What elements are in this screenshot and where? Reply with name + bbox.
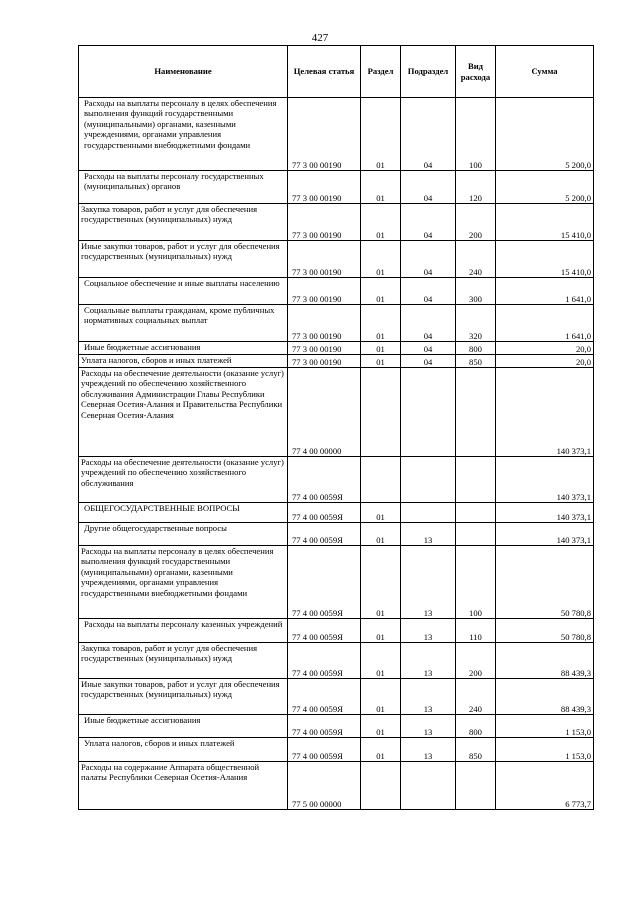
row-amount: 140 373,1 xyxy=(496,523,594,546)
row-subsection: 04 xyxy=(401,305,456,342)
row-target: 77 4 00 0059Я xyxy=(288,457,361,503)
row-target: 77 5 00 00000 xyxy=(288,762,361,810)
row-amount: 140 373,1 xyxy=(496,457,594,503)
row-section: 01 xyxy=(361,523,401,546)
row-amount: 88 439,3 xyxy=(496,643,594,679)
row-name: Социальное обеспечение и иные выплаты населению xyxy=(79,278,288,305)
header-target: Целевая статья xyxy=(288,46,361,98)
row-subsection xyxy=(401,457,456,503)
row-subsection: 04 xyxy=(401,241,456,278)
row-subsection: 04 xyxy=(401,342,456,355)
header-name: Наименование xyxy=(79,46,288,98)
row-amount: 1 641,0 xyxy=(496,305,594,342)
row-section xyxy=(361,368,401,457)
row-amount: 6 773,7 xyxy=(496,762,594,810)
row-section: 01 xyxy=(361,278,401,305)
row-target: 77 3 00 00190 xyxy=(288,241,361,278)
row-target: 77 4 00 0059Я xyxy=(288,523,361,546)
row-name: Расходы на обеспечение деятельности (оказание услуг) учреждений по обеспечению хозяйственного обслуживания xyxy=(79,457,288,503)
row-expense-type xyxy=(456,523,496,546)
row-name: Социальные выплаты гражданам, кроме публичных нормативных социальных выплат xyxy=(79,305,288,342)
table-row xyxy=(79,762,594,810)
row-expense-type: 320 xyxy=(456,305,496,342)
row-expense-type xyxy=(456,762,496,810)
row-name: Уплата налогов, сборов и иных платежей xyxy=(79,355,288,368)
row-expense-type: 850 xyxy=(456,355,496,368)
table-row xyxy=(79,546,594,619)
row-target: 77 4 00 0059Я xyxy=(288,715,361,738)
row-section: 01 xyxy=(361,241,401,278)
row-expense-type xyxy=(456,457,496,503)
table-row xyxy=(79,619,594,643)
row-section xyxy=(361,762,401,810)
page-number: 427 xyxy=(311,32,329,44)
header-amount: Сумма xyxy=(496,46,594,98)
header-subsection: Подраздел xyxy=(401,46,456,98)
row-amount: 15 410,0 xyxy=(496,204,594,241)
row-section: 01 xyxy=(361,503,401,523)
row-target: 77 4 00 0059Я xyxy=(288,503,361,523)
row-target: 77 4 00 0059Я xyxy=(288,643,361,679)
row-target: 77 4 00 0059Я xyxy=(288,679,361,715)
row-target: 77 4 00 0059Я xyxy=(288,619,361,643)
table-row xyxy=(79,679,594,715)
header-expense-type: Вид расхода xyxy=(456,46,496,98)
table-row xyxy=(79,368,594,457)
row-section: 01 xyxy=(361,546,401,619)
table-row xyxy=(79,204,594,241)
row-expense-type: 300 xyxy=(456,278,496,305)
row-name: Расходы на выплаты персоналу государственных (муниципальных) органов xyxy=(79,171,288,204)
row-subsection: 13 xyxy=(401,715,456,738)
row-amount: 1 153,0 xyxy=(496,738,594,762)
table-row xyxy=(79,523,594,546)
row-target: 77 4 00 0059Я xyxy=(288,738,361,762)
row-section: 01 xyxy=(361,619,401,643)
row-name: Иные бюджетные ассигнования xyxy=(79,715,288,738)
row-expense-type xyxy=(456,368,496,457)
row-amount: 50 780,8 xyxy=(496,619,594,643)
row-target: 77 3 00 00190 xyxy=(288,98,361,171)
table-row xyxy=(79,98,594,171)
row-amount: 15 410,0 xyxy=(496,241,594,278)
row-amount: 1 641,0 xyxy=(496,278,594,305)
row-section: 01 xyxy=(361,98,401,171)
row-expense-type: 240 xyxy=(456,241,496,278)
row-section xyxy=(361,457,401,503)
row-amount: 20,0 xyxy=(496,342,594,355)
row-section: 01 xyxy=(361,679,401,715)
row-name: Уплата налогов, сборов и иных платежей xyxy=(79,738,288,762)
row-name: ОБЩЕГОСУДАРСТВЕННЫЕ ВОПРОСЫ xyxy=(79,503,288,523)
row-name: Расходы на выплаты персоналу казенных учреждений xyxy=(79,619,288,643)
row-subsection: 13 xyxy=(401,738,456,762)
table-row xyxy=(79,457,594,503)
row-subsection: 04 xyxy=(401,171,456,204)
row-subsection: 13 xyxy=(401,523,456,546)
table-row xyxy=(79,643,594,679)
table-row xyxy=(79,278,594,305)
row-expense-type: 120 xyxy=(456,171,496,204)
row-section: 01 xyxy=(361,355,401,368)
table-row xyxy=(79,342,594,355)
row-subsection: 13 xyxy=(401,679,456,715)
row-expense-type xyxy=(456,503,496,523)
table-header-row xyxy=(79,46,594,98)
row-target: 77 3 00 00190 xyxy=(288,204,361,241)
row-target: 77 3 00 00190 xyxy=(288,355,361,368)
row-subsection xyxy=(401,368,456,457)
table-row xyxy=(79,355,594,368)
row-expense-type: 850 xyxy=(456,738,496,762)
row-amount: 50 780,8 xyxy=(496,546,594,619)
row-name: Расходы на выплаты персоналу в целях обеспечения выполнения функций государственными (муниципальными) органами, казенными учреждениями, органами управления государственными внебюджетными фондами xyxy=(79,98,288,171)
row-target: 77 3 00 00190 xyxy=(288,342,361,355)
row-name: Расходы на выплаты персоналу в целях обеспечения выполнения функций государственными (муниципальными) органами, казенными учреждениями, органами управления государственными внебюджетными фондами xyxy=(79,546,288,619)
table-row xyxy=(79,715,594,738)
row-expense-type: 110 xyxy=(456,619,496,643)
row-amount: 20,0 xyxy=(496,355,594,368)
row-amount: 140 373,1 xyxy=(496,503,594,523)
row-expense-type: 800 xyxy=(456,342,496,355)
row-section: 01 xyxy=(361,738,401,762)
table-row xyxy=(79,305,594,342)
table-row xyxy=(79,503,594,523)
row-expense-type: 100 xyxy=(456,546,496,619)
row-target: 77 3 00 00190 xyxy=(288,305,361,342)
row-target: 77 4 00 0059Я xyxy=(288,546,361,619)
row-subsection xyxy=(401,762,456,810)
row-name: Иные закупки товаров, работ и услуг для обеспечения государственных (муниципальных) нужд xyxy=(79,241,288,278)
row-section: 01 xyxy=(361,342,401,355)
row-name: Другие общегосударственные вопросы xyxy=(79,523,288,546)
row-subsection: 04 xyxy=(401,204,456,241)
row-section: 01 xyxy=(361,171,401,204)
row-subsection xyxy=(401,503,456,523)
row-amount: 5 200,0 xyxy=(496,171,594,204)
row-amount: 88 439,3 xyxy=(496,679,594,715)
budget-table xyxy=(78,45,594,810)
table-row xyxy=(79,738,594,762)
row-subsection: 04 xyxy=(401,355,456,368)
row-target: 77 4 00 00000 xyxy=(288,368,361,457)
row-subsection: 13 xyxy=(401,643,456,679)
header-section: Раздел xyxy=(361,46,401,98)
row-expense-type: 800 xyxy=(456,715,496,738)
row-name: Расходы на обеспечение деятельности (оказание услуг) учреждений по обеспечению хозяйственного обслуживания Администрации Главы Республики Северная Осетия-Алания и Правительства Республики Северная Осетия-Алания xyxy=(79,368,288,457)
row-name: Иные бюджетные ассигнования xyxy=(79,342,288,355)
row-section: 01 xyxy=(361,204,401,241)
row-name: Расходы на содержание Аппарата общественной палаты Республики Северная Осетия-Алания xyxy=(79,762,288,810)
row-expense-type: 200 xyxy=(456,204,496,241)
table-row xyxy=(79,241,594,278)
row-expense-type: 240 xyxy=(456,679,496,715)
row-section: 01 xyxy=(361,305,401,342)
row-amount: 5 200,0 xyxy=(496,98,594,171)
row-section: 01 xyxy=(361,643,401,679)
row-subsection: 13 xyxy=(401,546,456,619)
row-target: 77 3 00 00190 xyxy=(288,171,361,204)
row-name: Закупка товаров, работ и услуг для обеспечения государственных (муниципальных) нужд xyxy=(79,643,288,679)
row-subsection: 04 xyxy=(401,98,456,171)
row-amount: 1 153,0 xyxy=(496,715,594,738)
row-expense-type: 100 xyxy=(456,98,496,171)
row-target: 77 3 00 00190 xyxy=(288,278,361,305)
row-section: 01 xyxy=(361,715,401,738)
row-name: Иные закупки товаров, работ и услуг для обеспечения государственных (муниципальных) нужд xyxy=(79,679,288,715)
row-subsection: 04 xyxy=(401,278,456,305)
row-expense-type: 200 xyxy=(456,643,496,679)
row-amount: 140 373,1 xyxy=(496,368,594,457)
row-subsection: 13 xyxy=(401,619,456,643)
table-row xyxy=(79,171,594,204)
row-name: Закупка товаров, работ и услуг для обеспечения государственных (муниципальных) нужд xyxy=(79,204,288,241)
